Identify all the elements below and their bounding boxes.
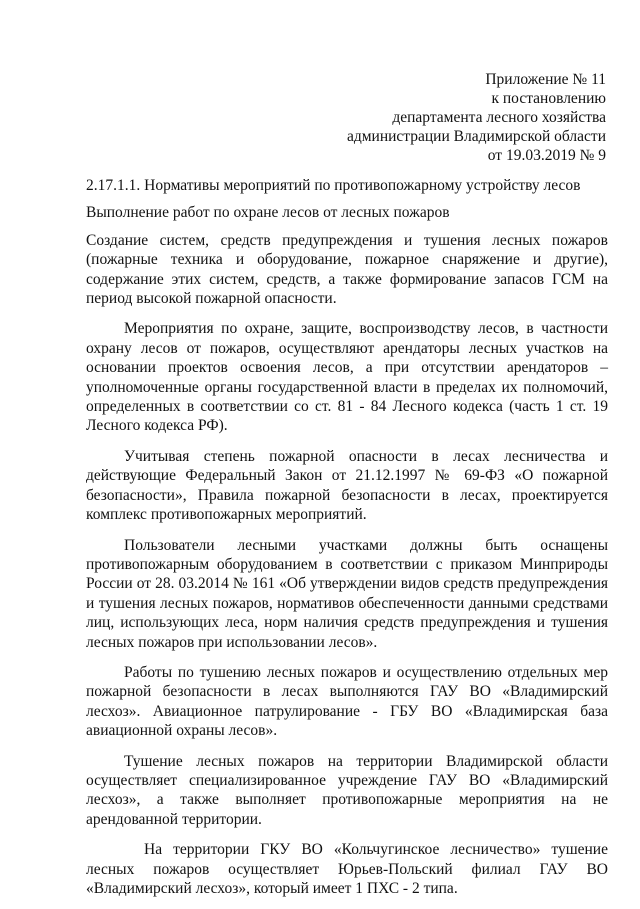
paragraph-6: Тушение лесных пожаров на территории Владимирской области осуществляет специализированное учреждение ГАУ ВО «Владимирский лесхоз», а также выполняет противопожарные мероприятия на не арендованной территории. [86, 752, 608, 828]
paragraph-3: Учитывая степень пожарной опасности в лесах лесничества и действующие Федеральный Закон от 21.12.1997 № 69-ФЗ «О пожарной безопасности», Правила пожарной безопасности в лесах, проектируется комплекс противопожарных мероприятий. [86, 447, 608, 524]
approval-header [347, 70, 606, 165]
paragraph-1: Создание систем, средств предупреждения и тушения лесных пожаров (пожарные техника и оборудование, пожарное снаряжение и другие), содержание этих систем, средств, а также формирование запасов ГСМ на период высокой пожарной опасности. [86, 231, 608, 308]
section-title: 2.17.1.1. Нормативы мероприятий по противопожарному устройству лесов [86, 177, 581, 194]
header-line-2: к постановлению [491, 90, 606, 107]
header-line-4: администрации Владимирской области [346, 128, 606, 145]
paragraph-2: Мероприятия по охране, защите, воспроизводству лесов, в частности охрану лесов от пожаров, осуществляют арендаторы лесных участков на основании проектов освоения лесов, а при отсутствии арендаторов – уполномоченные органы государственной власти в пределах их полномочий, определенных в соответствии со ст. 81 - 84 Лесного кодекса (часть 1 ст. 19 Лесного кодекса РФ). [86, 320, 608, 435]
header-line-3: департамента лесного хозяйства [392, 109, 606, 126]
header-line-1: Приложение № 11 [485, 71, 606, 88]
sub-title: Выполнение работ по охране лесов от лесных пожаров [86, 204, 450, 222]
document-body [86, 176, 608, 909]
paragraph-7: На территории ГКУ ВО «Кольчугинское лесничество» тушение лесных пожаров осуществляет Юрьев-Польский филиал ГАУ ВО «Владимирский лесхоз», который имеет 1 ПХС - 2 типа. [86, 841, 608, 897]
paragraph-5: Работы по тушению лесных пожаров и осуществлению отдельных мер пожарной безопасности в лесах выполняются ГАУ ВО «Владимирский лесхоз». Авиационное патрулирование - ГБУ ВО «Владимирская база авиационной охраны лесов». [86, 663, 608, 740]
paragraph-4: Пользователи лесными участками должны быть оснащены противопожарным оборудованием в соответствии с приказом Минприроды России от 28. 03.2014 № 161 «Об утверждении видов средств предупреждения и тушения лесных пожаров, нормативов обеспеченности данными средствами лиц, использующих леса, норм наличия средств предупреждения и тушения лесных пожаров при использовании лесов». [86, 536, 608, 651]
header-line-5: от 19.03.2019 № 9 [487, 147, 606, 164]
